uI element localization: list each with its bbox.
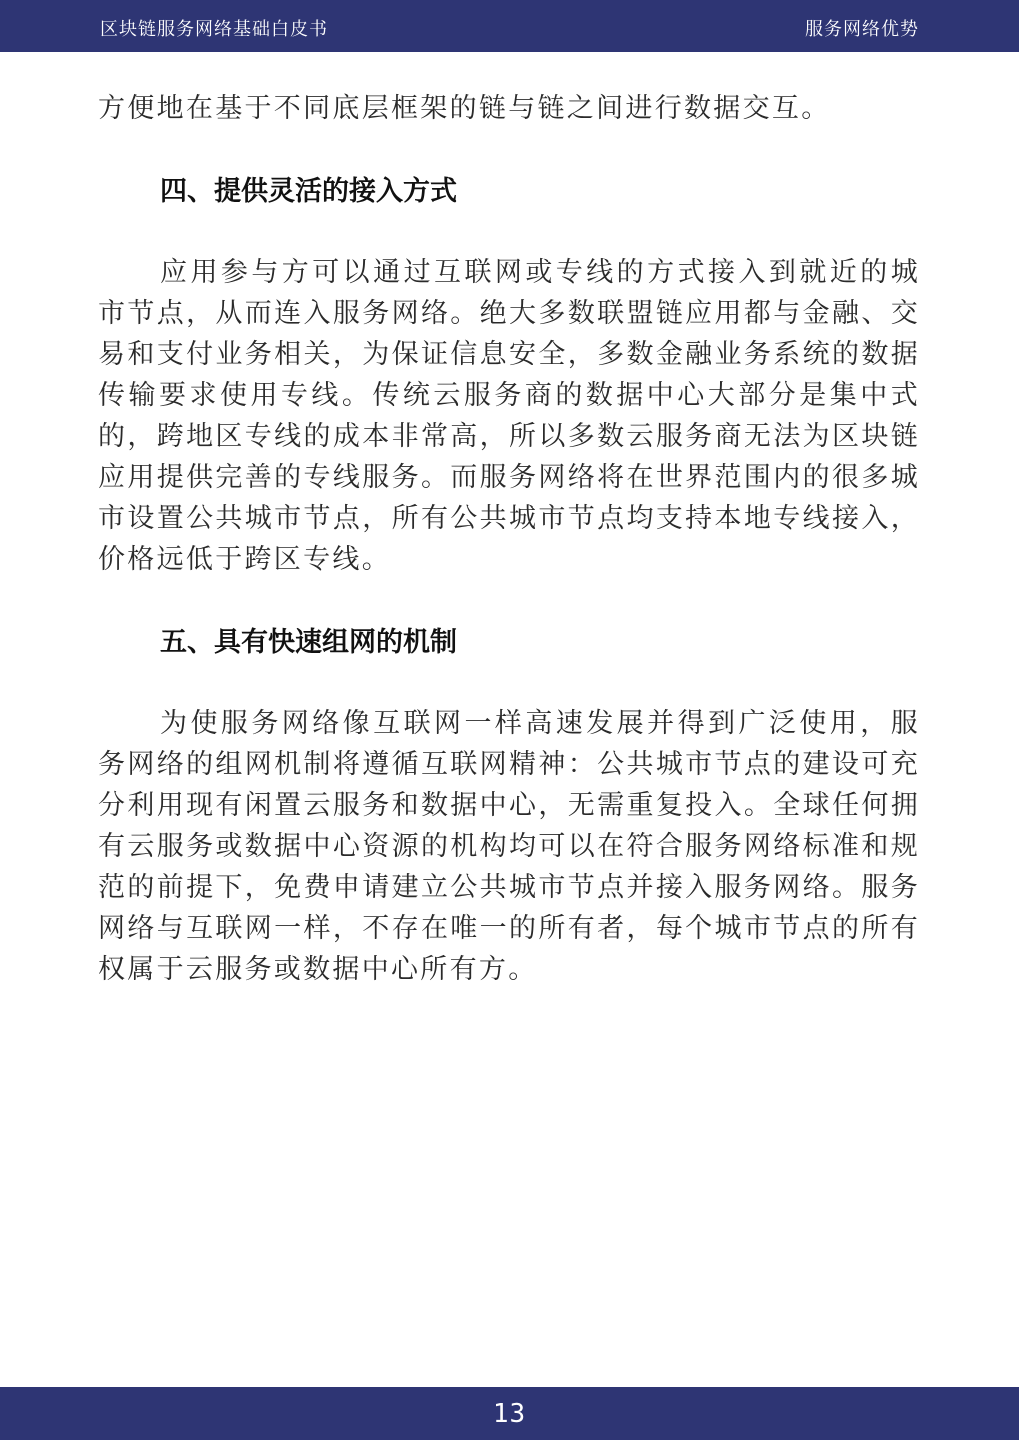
page-number: 13 [492,1399,527,1429]
section-paragraph-5: 为使服务网络像互联网一样高速发展并得到广泛使用，服务网络的组网机制将遵循互联网精神：公共城市节点的建设可充分利用现有闲置云服务和数据中心，无需重复投入。全球任何拥有云服务或数据中心资源的机构均可以在符合服务网络标准和规范的前提下，免费申请建立公共城市节点并接入服务网络。服务网络与互联网一样，不存在唯一的所有者，每个城市节点的所有权属于云服务或数据中心所有方。 [98,708,920,985]
chapter-title: 服务网络优势 [805,19,919,40]
section-heading-5: 五、具有快速组网的机制 [160,627,457,658]
page-content [98,88,920,990]
section-heading-4: 四、提供灵活的接入方式 [160,176,457,207]
header-bar [0,0,1019,52]
intro-paragraph: 方便地在基于不同底层框架的链与链之间进行数据交互。 [98,93,831,124]
footer-bar [0,1387,1019,1440]
document-title: 区块链服务网络基础白皮书 [100,19,328,40]
section-paragraph-4: 应用参与方可以通过互联网或专线的方式接入到就近的城市节点，从而连入服务网络。绝大多数联盟链应用都与金融、交易和支付业务相关，为保证信息安全，多数金融业务系统的数据传输要求使用专线。传统云服务商的数据中心大部分是集中式的，跨地区专线的成本非常高，所以多数云服务商无法为区块链应用提供完善的专线服务。而服务网络将在世界范围内的很多城市设置公共城市节点，所有公共城市节点均支持本地专线接入，价格远低于跨区专线。 [98,257,920,575]
